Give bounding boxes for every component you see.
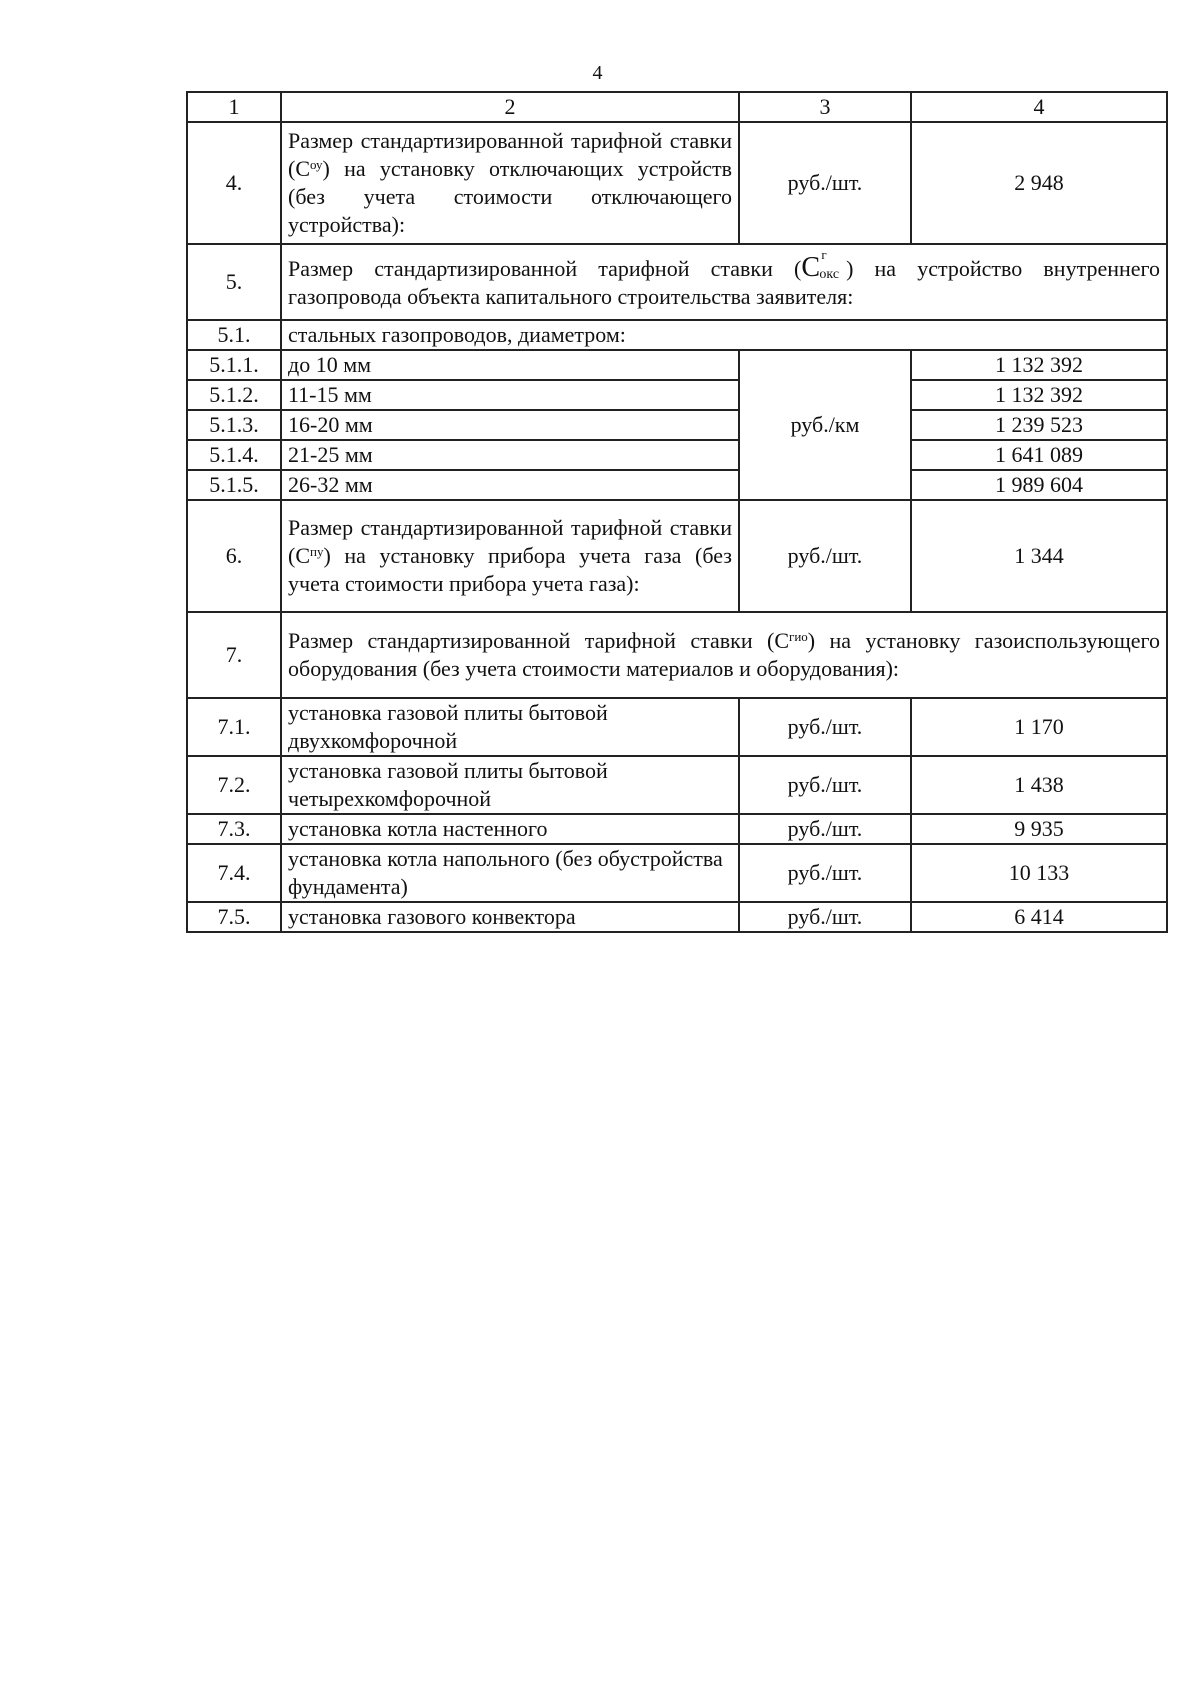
row-description bbox=[281, 244, 1167, 320]
row-number: 5.1.3. bbox=[187, 410, 281, 440]
row-unit: руб./км bbox=[739, 350, 911, 500]
symbol-superscript: г bbox=[821, 246, 827, 262]
row-number: 5.1.1. bbox=[187, 350, 281, 380]
symbol-superscript: гио bbox=[789, 629, 808, 644]
page-number: 4 bbox=[592, 62, 603, 84]
row-value: 1 170 bbox=[911, 698, 1167, 756]
row-unit: руб./шт. bbox=[739, 814, 911, 844]
row-description: 16-20 мм bbox=[281, 410, 739, 440]
row-description: установка котла настенного bbox=[281, 814, 739, 844]
row-unit: руб./шт. bbox=[739, 756, 911, 814]
table-row bbox=[187, 902, 1167, 932]
row-number: 7.5. bbox=[187, 902, 281, 932]
row-unit: руб./шт. bbox=[739, 844, 911, 902]
row-value: 1 344 bbox=[911, 500, 1167, 612]
row-unit: руб./шт. bbox=[739, 698, 911, 756]
row-description: установка газовой плиты бытовой четырехкомфорочной bbox=[281, 756, 739, 814]
row-unit: руб./шт. bbox=[739, 500, 911, 612]
column-header-2: 2 bbox=[281, 92, 739, 122]
table-row bbox=[187, 756, 1167, 814]
tariff-table bbox=[186, 91, 1168, 933]
description-text: ) на установку отключающих устройств (без учета стоимости отключающего устройства): bbox=[288, 156, 732, 237]
row-value: 6 414 bbox=[911, 902, 1167, 932]
symbol-superscript: пу bbox=[310, 544, 324, 559]
header-row bbox=[187, 92, 1167, 122]
tariff-symbol bbox=[801, 246, 846, 283]
row-value: 2 948 bbox=[911, 122, 1167, 244]
row-value: 1 239 523 bbox=[911, 410, 1167, 440]
row-description bbox=[281, 612, 1167, 698]
row-value: 10 133 bbox=[911, 844, 1167, 902]
row-value: 1 989 604 bbox=[911, 470, 1167, 500]
symbol-superscript: оу bbox=[310, 157, 323, 172]
row-description: установка котла напольного (без обустройства фундамента) bbox=[281, 844, 739, 902]
table-row bbox=[187, 500, 1167, 612]
row-number: 5. bbox=[187, 244, 281, 320]
table-row bbox=[187, 320, 1167, 350]
table-row bbox=[187, 698, 1167, 756]
symbol-base: С bbox=[801, 251, 821, 283]
table-row bbox=[187, 612, 1167, 698]
row-number: 5.1.5. bbox=[187, 470, 281, 500]
row-number: 5.1.2. bbox=[187, 380, 281, 410]
description-text: Размер стандартизированной тарифной ставки (С bbox=[288, 628, 789, 653]
row-description: стальных газопроводов, диаметром: bbox=[281, 320, 1167, 350]
row-number: 7. bbox=[187, 612, 281, 698]
row-value: 1 641 089 bbox=[911, 440, 1167, 470]
symbol-subscript: окс bbox=[819, 266, 840, 282]
description-text: Размер стандартизированной тарифной ставки (С bbox=[288, 128, 732, 181]
description-text: ) на установку прибора учета газа (без учета стоимости прибора учета газа): bbox=[288, 543, 732, 596]
row-value: 9 935 bbox=[911, 814, 1167, 844]
table-row bbox=[187, 470, 1167, 500]
row-number: 4. bbox=[187, 122, 281, 244]
description-text: Размер стандартизированной тарифной ставки ( bbox=[288, 255, 802, 281]
row-number: 7.3. bbox=[187, 814, 281, 844]
row-number: 5.1. bbox=[187, 320, 281, 350]
row-number: 6. bbox=[187, 500, 281, 612]
row-description: до 10 мм bbox=[281, 350, 739, 380]
row-value: 1 132 392 bbox=[911, 350, 1167, 380]
row-value: 1 132 392 bbox=[911, 380, 1167, 410]
row-number: 7.1. bbox=[187, 698, 281, 756]
description-text: ) на устройство внутреннего газопровода объекта капитального строительства заявителя: bbox=[288, 255, 1161, 309]
table-row bbox=[187, 244, 1167, 320]
table-row bbox=[187, 380, 1167, 410]
table-row bbox=[187, 844, 1167, 902]
row-description: 11-15 мм bbox=[281, 380, 739, 410]
row-value: 1 438 bbox=[911, 756, 1167, 814]
table-row bbox=[187, 814, 1167, 844]
column-header-3: 3 bbox=[739, 92, 911, 122]
row-number: 7.4. bbox=[187, 844, 281, 902]
row-description: 26-32 мм bbox=[281, 470, 739, 500]
description-text: ) на установку газоиспользующего оборудования (без учета стоимости материалов и оборудования): bbox=[288, 628, 1161, 681]
table-row bbox=[187, 410, 1167, 440]
table-row bbox=[187, 440, 1167, 470]
row-unit: руб./шт. bbox=[739, 902, 911, 932]
table-row bbox=[187, 122, 1167, 244]
row-description bbox=[281, 122, 739, 244]
table-row bbox=[187, 350, 1167, 380]
row-description bbox=[281, 500, 739, 612]
row-number: 7.2. bbox=[187, 756, 281, 814]
column-header-1: 1 bbox=[187, 92, 281, 122]
row-unit: руб./шт. bbox=[739, 122, 911, 244]
row-description: установка газового конвектора bbox=[281, 902, 739, 932]
row-number: 5.1.4. bbox=[187, 440, 281, 470]
row-description: установка газовой плиты бытовой двухкомфорочной bbox=[281, 698, 739, 756]
description-text: Размер стандартизированной тарифной ставки (С bbox=[288, 515, 732, 568]
column-header-4: 4 bbox=[911, 92, 1167, 122]
row-description: 21-25 мм bbox=[281, 440, 739, 470]
